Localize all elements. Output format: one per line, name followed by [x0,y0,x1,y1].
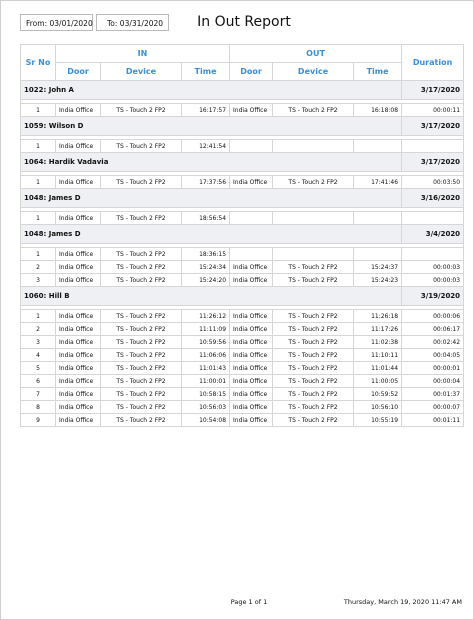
in-time-cell: 11:00:01 [182,375,230,388]
header-out-door: Door [230,63,273,81]
in-time-cell: 10:59:56 [182,336,230,349]
sr-no-cell: 3 [21,336,56,349]
out-time-cell: 15:24:23 [354,274,402,287]
group-header-row [21,189,464,208]
in-door-cell: India Office [56,388,101,401]
out-device-cell: TS - Touch 2 FP2 [273,176,354,189]
header-in-door: Door [56,63,101,81]
out-device-cell [273,212,354,225]
in-out-table [20,44,464,427]
in-time-cell: 15:24:20 [182,274,230,287]
in-door-cell: India Office [56,401,101,414]
table-row [21,414,464,427]
in-time-cell: 18:36:15 [182,248,230,261]
out-door-cell: India Office [230,274,273,287]
out-device-cell: TS - Touch 2 FP2 [273,414,354,427]
sr-no-cell: 7 [21,388,56,401]
in-time-cell: 15:24:34 [182,261,230,274]
out-door-cell [230,212,273,225]
duration-cell [402,212,464,225]
duration-cell [402,140,464,153]
in-door-cell: India Office [56,349,101,362]
report-body [21,81,464,427]
out-time-cell: 11:01:44 [354,362,402,375]
sr-no-cell: 1 [21,212,56,225]
out-door-cell: India Office [230,349,273,362]
group-employee-name: 1048: James D [21,189,402,208]
in-device-cell: TS - Touch 2 FP2 [101,388,182,401]
in-device-cell: TS - Touch 2 FP2 [101,176,182,189]
in-door-cell: India Office [56,104,101,117]
out-time-cell: 11:17:26 [354,323,402,336]
duration-cell: 00:00:06 [402,310,464,323]
in-device-cell: TS - Touch 2 FP2 [101,349,182,362]
out-time-cell: 11:02:38 [354,336,402,349]
in-door-cell: India Office [56,176,101,189]
out-door-cell: India Office [230,104,273,117]
in-device-cell: TS - Touch 2 FP2 [101,274,182,287]
duration-cell: 00:00:03 [402,261,464,274]
out-door-cell [230,140,273,153]
duration-cell: 00:01:11 [402,414,464,427]
sr-no-cell: 1 [21,176,56,189]
in-device-cell: TS - Touch 2 FP2 [101,375,182,388]
in-time-cell: 11:11:09 [182,323,230,336]
in-time-cell: 10:56:03 [182,401,230,414]
in-device-cell: TS - Touch 2 FP2 [101,212,182,225]
table-row [21,104,464,117]
sr-no-cell: 2 [21,323,56,336]
out-time-cell: 11:10:11 [354,349,402,362]
out-device-cell: TS - Touch 2 FP2 [273,362,354,375]
duration-cell: 00:00:03 [402,274,464,287]
header-out-time: Time [354,63,402,81]
in-door-cell: India Office [56,414,101,427]
duration-cell: 00:00:07 [402,401,464,414]
in-time-cell: 10:58:15 [182,388,230,401]
sr-no-cell: 1 [21,104,56,117]
duration-cell: 00:04:05 [402,349,464,362]
group-employee-name: 1022: John A [21,81,402,100]
out-time-cell [354,140,402,153]
duration-cell: 00:00:11 [402,104,464,117]
table-row [21,140,464,153]
in-door-cell: India Office [56,375,101,388]
in-time-cell: 11:06:06 [182,349,230,362]
sr-no-cell: 4 [21,349,56,362]
sr-no-cell: 5 [21,362,56,375]
table-row [21,248,464,261]
out-time-cell: 10:55:19 [354,414,402,427]
sr-no-cell: 2 [21,261,56,274]
in-device-cell: TS - Touch 2 FP2 [101,362,182,375]
header-in: IN [56,45,230,63]
table-row [21,323,464,336]
header-sr-no: Sr No [21,45,56,81]
in-door-cell: India Office [56,362,101,375]
out-device-cell: TS - Touch 2 FP2 [273,104,354,117]
in-door-cell: India Office [56,140,101,153]
out-door-cell: India Office [230,336,273,349]
out-device-cell: TS - Touch 2 FP2 [273,310,354,323]
in-device-cell: TS - Touch 2 FP2 [101,248,182,261]
group-date: 3/19/2020 [402,287,464,306]
header-out-device: Device [273,63,354,81]
in-time-cell: 18:56:54 [182,212,230,225]
out-device-cell: TS - Touch 2 FP2 [273,349,354,362]
table-row [21,401,464,414]
out-device-cell: TS - Touch 2 FP2 [273,375,354,388]
in-device-cell: TS - Touch 2 FP2 [101,401,182,414]
header-in-time: Time [182,63,230,81]
in-door-cell: India Office [56,274,101,287]
sr-no-cell: 1 [21,310,56,323]
out-time-cell: 17:41:46 [354,176,402,189]
out-time-cell: 16:18:08 [354,104,402,117]
group-header-row [21,153,464,172]
group-employee-name: 1059: Wilson D [21,117,402,136]
out-time-cell: 10:59:52 [354,388,402,401]
out-door-cell: India Office [230,323,273,336]
out-time-cell [354,248,402,261]
in-door-cell: India Office [56,248,101,261]
in-time-cell: 16:17:57 [182,104,230,117]
sr-no-cell: 8 [21,401,56,414]
in-device-cell: TS - Touch 2 FP2 [101,336,182,349]
out-device-cell [273,248,354,261]
out-time-cell: 15:24:37 [354,261,402,274]
sr-no-cell: 1 [21,248,56,261]
in-time-cell: 12:41:54 [182,140,230,153]
duration-cell: 00:00:04 [402,375,464,388]
group-header-row [21,117,464,136]
in-device-cell: TS - Touch 2 FP2 [101,261,182,274]
group-employee-name: 1048: James D [21,225,402,244]
duration-cell: 00:02:42 [402,336,464,349]
table-row [21,336,464,349]
out-door-cell: India Office [230,261,273,274]
sr-no-cell: 9 [21,414,56,427]
out-time-cell: 10:56:10 [354,401,402,414]
header-duration: Duration [402,45,464,81]
header-in-device: Device [101,63,182,81]
out-time-cell: 11:00:05 [354,375,402,388]
in-door-cell: India Office [56,336,101,349]
table-row [21,375,464,388]
out-door-cell: India Office [230,401,273,414]
out-door-cell: India Office [230,375,273,388]
out-time-cell [354,212,402,225]
table-row [21,274,464,287]
group-header-row [21,81,464,100]
in-device-cell: TS - Touch 2 FP2 [101,310,182,323]
table-row [21,212,464,225]
out-device-cell [273,140,354,153]
group-date: 3/16/2020 [402,189,464,208]
to-date-box: To: 03/31/2020 [96,14,169,31]
table-row [21,388,464,401]
table-row [21,349,464,362]
duration-cell: 00:06:17 [402,323,464,336]
out-door-cell: India Office [230,414,273,427]
table-row [21,310,464,323]
table-row [21,362,464,375]
group-header-row [21,287,464,306]
sr-no-cell: 3 [21,274,56,287]
duration-cell: 00:00:01 [402,362,464,375]
report-title: In Out Report [197,14,291,30]
group-date: 3/17/2020 [402,81,464,100]
in-time-cell: 10:54:08 [182,414,230,427]
out-door-cell [230,248,273,261]
duration-cell [402,248,464,261]
in-device-cell: TS - Touch 2 FP2 [101,414,182,427]
out-door-cell: India Office [230,176,273,189]
in-time-cell: 11:26:12 [182,310,230,323]
out-device-cell: TS - Touch 2 FP2 [273,274,354,287]
table-row [21,176,464,189]
duration-cell: 00:03:50 [402,176,464,189]
group-date: 3/17/2020 [402,117,464,136]
group-employee-name: 1060: Hill B [21,287,402,306]
in-device-cell: TS - Touch 2 FP2 [101,104,182,117]
out-device-cell: TS - Touch 2 FP2 [273,261,354,274]
table-row [21,261,464,274]
sr-no-cell: 6 [21,375,56,388]
sr-no-cell: 1 [21,140,56,153]
out-device-cell: TS - Touch 2 FP2 [273,336,354,349]
duration-cell: 00:01:37 [402,388,464,401]
in-time-cell: 17:37:56 [182,176,230,189]
from-date-box: From: 03/01/2020 [20,14,93,31]
in-device-cell: TS - Touch 2 FP2 [101,140,182,153]
out-device-cell: TS - Touch 2 FP2 [273,388,354,401]
out-device-cell: TS - Touch 2 FP2 [273,401,354,414]
in-door-cell: India Office [56,323,101,336]
in-door-cell: India Office [56,212,101,225]
in-device-cell: TS - Touch 2 FP2 [101,323,182,336]
group-header-row [21,225,464,244]
out-door-cell: India Office [230,310,273,323]
in-time-cell: 11:01:43 [182,362,230,375]
page-number: Page 1 of 1 [230,598,268,606]
in-door-cell: India Office [56,261,101,274]
print-timestamp: Thursday, March 19, 2020 11:47 AM [343,598,462,606]
group-date: 3/4/2020 [402,225,464,244]
out-time-cell: 11:26:18 [354,310,402,323]
group-employee-name: 1064: Hardik Vadavia [21,153,402,172]
out-door-cell: India Office [230,388,273,401]
out-device-cell: TS - Touch 2 FP2 [273,323,354,336]
out-door-cell: India Office [230,362,273,375]
group-date: 3/17/2020 [402,153,464,172]
header-out: OUT [230,45,402,63]
in-door-cell: India Office [56,310,101,323]
